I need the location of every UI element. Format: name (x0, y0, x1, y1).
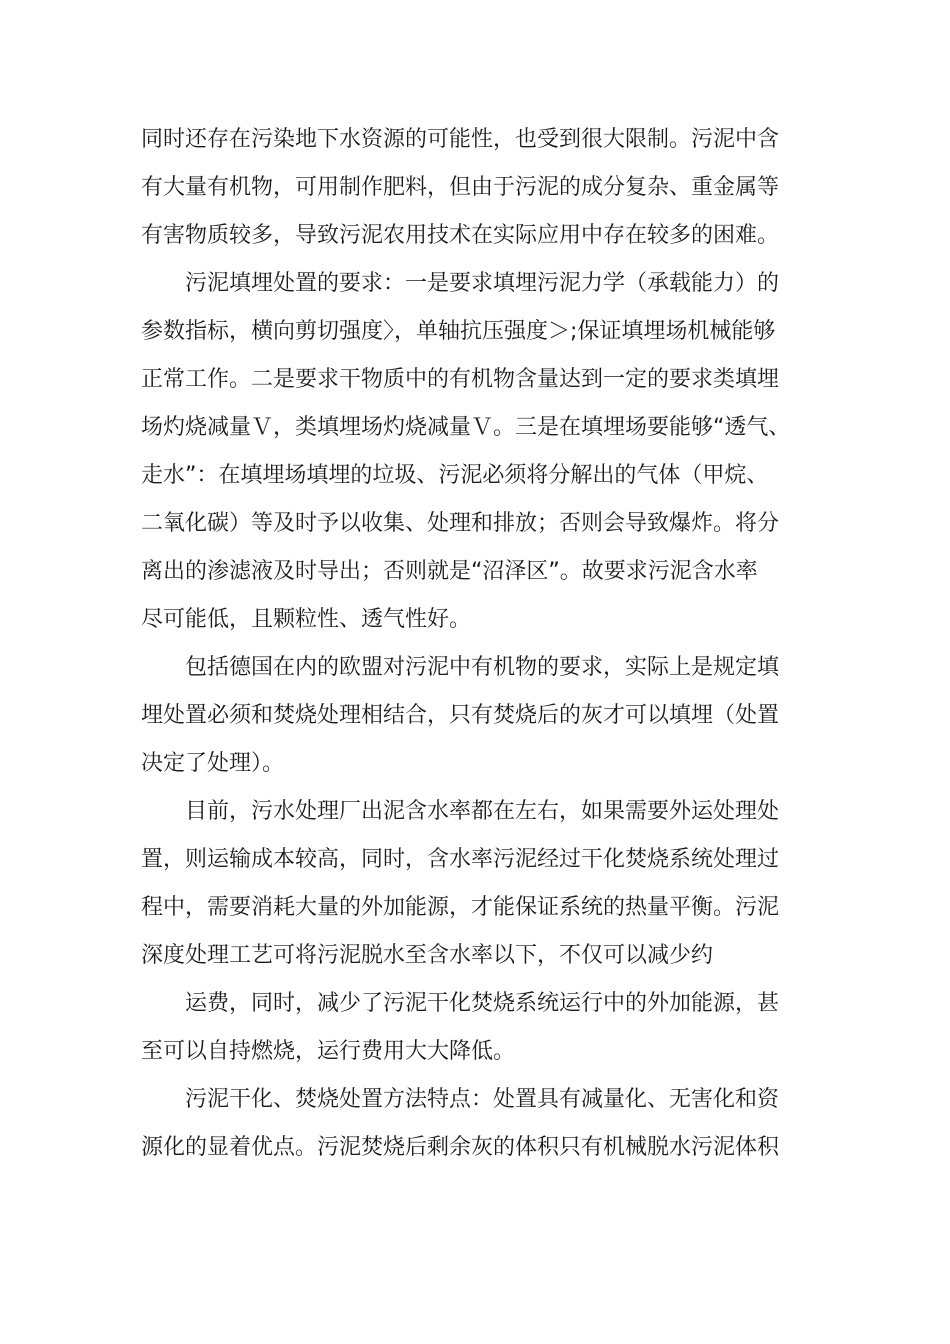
text-line: 离出的渗滤液及时导出；否则就是“沼泽区”。故要求污泥含水率 (141, 559, 758, 584)
text-line: 程中，需要消耗大量的外加能源，才能保证系统的热量平衡。污泥 (141, 895, 780, 920)
text-line: 正常工作。二是要求干物质中的有机物含量达到一定的要求类填埋 (141, 367, 780, 392)
text-line: 包括德国在内的欧盟对污泥中有机物的要求，实际上是规定填 (141, 655, 780, 680)
text-line: 污泥填埋处置的要求：一是要求填埋污泥力学（承载能力）的 (141, 271, 780, 296)
text-line: 有害物质较多，导致污泥农用技术在实际应用中存在较多的困难。 (141, 223, 780, 248)
paragraph-5 (141, 980, 813, 1076)
text-line: 至可以自持燃烧，运行费用大大降低。 (141, 1039, 516, 1064)
text-line: 参数指标，横向剪切强度〉，单轴抗压强度＞;保证填埋场机械能够 (141, 319, 776, 344)
text-line: 二氧化碳）等及时予以收集、处理和排放；否则会导致爆炸。将分 (141, 511, 780, 536)
paragraph-1 (141, 116, 813, 260)
text-line: 尽可能低，且颗粒性、透气性好。 (141, 607, 472, 632)
text-line: 场灼烧减量Ｖ，类填埋场灼烧减量Ｖ。三是在填埋场要能够“透气、 (141, 415, 791, 440)
text-line: 埋处置必须和焚烧处理相结合，只有焚烧后的灰才可以填埋（处置 (141, 703, 780, 728)
paragraph-6 (141, 1076, 813, 1172)
text-line: 污泥干化、焚烧处置方法特点：处置具有减量化、无害化和资 (141, 1087, 780, 1112)
paragraph-2 (141, 260, 813, 644)
paragraph-4 (141, 788, 813, 980)
text-line: 有大量有机物，可用制作肥料，但由于污泥的成分复杂、重金属等 (141, 175, 780, 200)
text-line: 置，则运输成本较高，同时，含水率污泥经过干化焚烧系统处理过 (141, 847, 780, 872)
text-line: 运费，同时，减少了污泥干化焚烧系统运行中的外加能源，甚 (141, 991, 780, 1016)
body-text (141, 116, 813, 1172)
paragraph-3 (141, 644, 813, 788)
text-line: 决定了处理）。 (141, 751, 285, 776)
text-line: 走水”：在填埋场填埋的垃圾、污泥必须将分解出的气体（甲烷、 (141, 463, 769, 488)
text-line: 深度处理工艺可将污泥脱水至含水率以下，不仅可以减少约 (141, 943, 714, 968)
text-line: 目前，污水处理厂出泥含水率都在左右，如果需要外运处理处 (141, 799, 780, 824)
text-line: 同时还存在污染地下水资源的可能性，也受到很大限制。污泥中含 (141, 127, 780, 152)
text-line: 源化的显着优点。污泥焚烧后剩余灰的体积只有机械脱水污泥体积 (141, 1135, 780, 1160)
